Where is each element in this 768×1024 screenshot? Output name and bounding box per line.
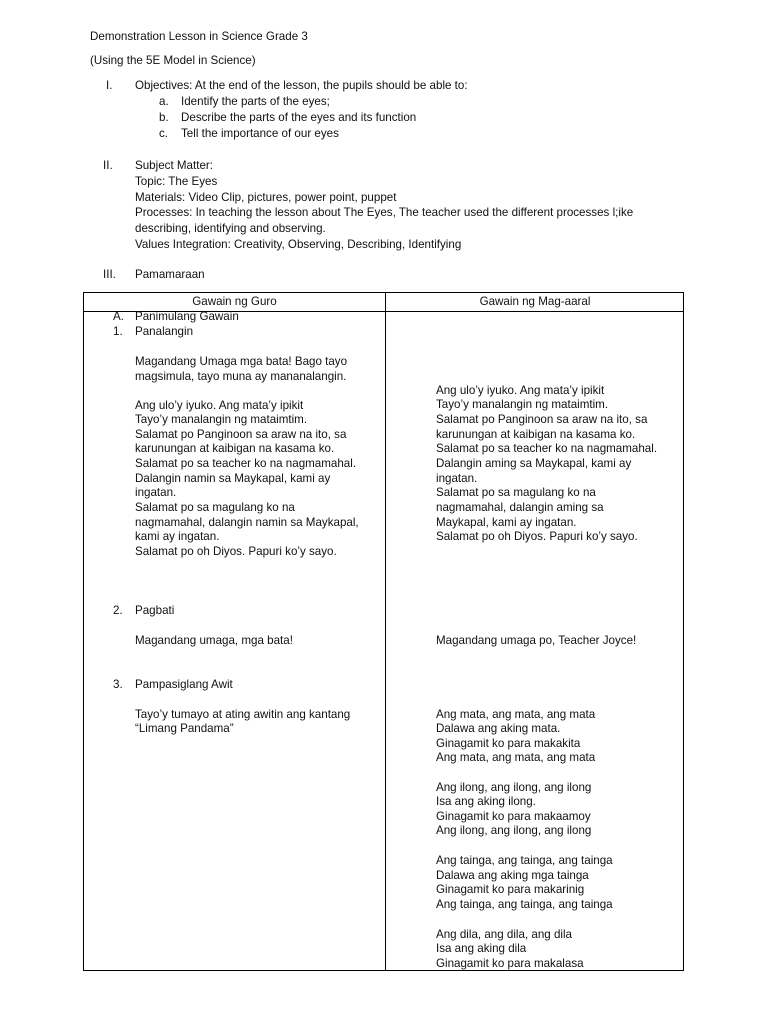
student-line: nagmamahal, dalangin aming sa <box>436 501 604 514</box>
step-heading: Pagbati <box>135 604 175 617</box>
list-marker: a. <box>159 95 169 108</box>
objectives-heading: Objectives: At the end of the lesson, the pupils should be able to: <box>135 79 468 92</box>
teacher-line: Tayo’y tumayo at ating awitin ang kantang <box>135 708 351 721</box>
document-title: Demonstration Lesson in Science Grade 3 <box>90 30 308 43</box>
student-line: Ang ilong, ang ilong, ang ilong <box>436 824 592 837</box>
procedure-heading: Pamamaraan <box>135 268 205 281</box>
column-divider <box>385 293 386 970</box>
teacher-line: Salamat po oh Diyos. Papuri ko’y sayo. <box>135 545 337 558</box>
student-line: Ginagamit ko para makalasa <box>436 957 584 970</box>
student-line: Ang mata, ang mata, ang mata <box>436 751 596 764</box>
teacher-line: Dalangin namin sa Maykapal, kami ay <box>135 472 331 485</box>
student-line: Ginagamit ko para makarinig <box>436 883 585 896</box>
step-number: 3. <box>113 678 123 691</box>
student-line: Ang tainga, ang tainga, ang tainga <box>436 898 613 911</box>
student-line: Salamat po sa magulang ko na <box>436 486 596 499</box>
student-line: karunungan at kaibigan na kasama ko. <box>436 428 636 441</box>
objective-item: Describe the parts of the eyes and its function <box>181 111 417 124</box>
student-column-header: Gawain ng Mag-aaral <box>479 295 591 308</box>
step-number: 1. <box>113 325 123 338</box>
subject-line: Values Integration: Creativity, Observing, Describing, Identifying <box>135 238 462 251</box>
student-line: Ang dila, ang dila, ang dila <box>436 928 573 941</box>
student-line: Salamat po oh Diyos. Papuri ko’y sayo. <box>436 530 638 543</box>
student-line: Ang tainga, ang tainga, ang tainga <box>436 854 613 867</box>
teacher-line: kami ay ingatan. <box>135 530 220 543</box>
teacher-line: Tayo’y manalangin ng mataimtim. <box>135 413 308 426</box>
student-line: Dalawa ang aking mga tainga <box>436 869 589 882</box>
student-line: Isa ang aking dila <box>436 942 527 955</box>
student-line: Dalangin aming sa Maykapal, kami ay <box>436 457 632 470</box>
step-heading: Panimulang Gawain <box>135 310 239 323</box>
step-heading: Panalangin <box>135 325 194 338</box>
teacher-line: karunungan at kaibigan na kasama ko. <box>135 442 335 455</box>
teacher-line: Ang ulo’y iyuko. Ang mata’y ipikit <box>135 399 304 412</box>
student-line: Dalawa ang aking mata. <box>436 722 561 735</box>
subject-heading: Subject Matter: <box>135 159 213 172</box>
section-number: II. <box>103 159 113 172</box>
objective-item: Identify the parts of the eyes; <box>181 95 330 108</box>
step-heading: Pampasiglang Awit <box>135 678 233 691</box>
document-subtitle: (Using the 5E Model in Science) <box>90 54 256 67</box>
subject-line: Materials: Video Clip, pictures, power point, puppet <box>135 191 397 204</box>
student-line: Tayo’y manalangin ng mataimtim. <box>436 398 609 411</box>
teacher-line: Magandang Umaga mga bata! Bago tayo <box>135 355 348 368</box>
teacher-line: Salamat po sa magulang ko na <box>135 501 295 514</box>
section-number: III. <box>103 268 116 281</box>
student-line: Ang ilong, ang ilong, ang ilong <box>436 781 592 794</box>
student-line: Ang ulo’y iyuko. Ang mata’y ipikit <box>436 384 605 397</box>
student-line: Ginagamit ko para makakita <box>436 737 581 750</box>
student-line: Salamat po Panginoon sa araw na ito, sa <box>436 413 648 426</box>
step-number: A. <box>113 310 124 323</box>
teacher-line: Salamat po Panginoon sa araw na ito, sa <box>135 428 347 441</box>
teacher-column-header: Gawain ng Guro <box>192 295 277 308</box>
student-line: Salamat po sa teacher ko na nagmamahal. <box>436 442 658 455</box>
step-number: 2. <box>113 604 123 617</box>
section-number: I. <box>106 79 113 92</box>
student-line: Ang mata, ang mata, ang mata <box>436 708 596 721</box>
teacher-line: nagmamahal, dalangin namin sa Maykapal, <box>135 516 359 529</box>
teacher-line: ingatan. <box>135 486 177 499</box>
teacher-line: magsimula, tayo muna ay mananalangin. <box>135 370 347 383</box>
subject-line: Processes: In teaching the lesson about The Eyes, The teacher used the different processes l;ike <box>135 206 634 219</box>
student-line: Ginagamit ko para makaamoy <box>436 810 591 823</box>
list-marker: b. <box>159 111 169 124</box>
student-line: Magandang umaga po, Teacher Joyce! <box>436 634 637 647</box>
student-line: ingatan. <box>436 472 478 485</box>
student-line: Isa ang aking ilong. <box>436 795 536 808</box>
student-line: Maykapal, kami ay ingatan. <box>436 516 577 529</box>
subject-line: describing, identifying and observing. <box>135 222 326 235</box>
teacher-line: “Limang Pandama” <box>135 722 234 735</box>
teacher-line: Magandang umaga, mga bata! <box>135 634 293 647</box>
objective-item: Tell the importance of our eyes <box>181 127 339 140</box>
teacher-line: Salamat po sa teacher ko na nagmamahal. <box>135 457 357 470</box>
subject-line: Topic: The Eyes <box>135 175 218 188</box>
list-marker: c. <box>159 127 169 140</box>
